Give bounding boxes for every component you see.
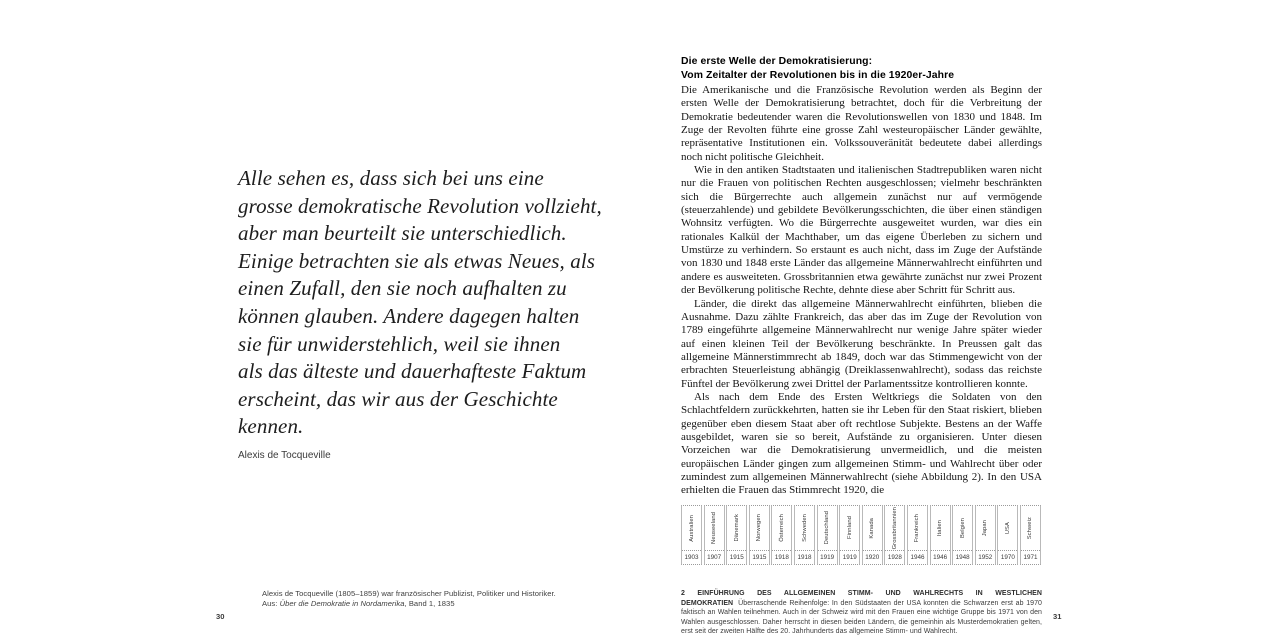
figure-caption bbox=[681, 589, 1042, 637]
country-label: Belgien bbox=[959, 517, 966, 539]
paragraph: Wie in den antiken Stadtstaaten und italienischen Stadtrepubliken waren nicht nur die Frauen von politischen Rechten ausgeschlossen; vielmehr beschränkten sich die Bürgerrechte auch allgemein zunächst nur auf vermögende (steuerzahlende) und gebildete Bevölkerungsschichten, die über einen ständigen Wohnsitz verfügten. Wo die Bürgerrechte ausgeweitet wurden, war dies ein rationales Kalkül der Machthaber, um das eigene Überleben zu sichern und Umstürze zu verhindern. So erstaunt es auch nicht, dass im Zuge der Aufstände von 1830 und 1848 erste Länder das allgemeine Männerwahlrecht einführten und andere es ausweiteten. Grossbritannien etwa gewährte zunächst nur zwei Prozent der Bevölkerung politische Rechte, dehnte diese aber Schritt für Schritt aus. bbox=[681, 164, 1042, 297]
paragraph: Die Amerikanische und die Französische Revolution werden als Beginn der ersten Welle der Demokratisierung betrachtet, doch für die Verbreitung der Demokratie bedeutender waren die Revolutionswellen von 1830 und 1848. Im Zuge der Revolten führte eine grosse Zahl westeuropäischer Länder gewählte, repräsentative Institutionen ein. Volkssouveränität bedeutete dabei allerdings noch nicht politische Gleichheit. bbox=[681, 84, 1042, 163]
country-label: Grossbritannien bbox=[891, 506, 898, 550]
country-cell bbox=[953, 506, 972, 551]
table-column bbox=[704, 505, 725, 565]
country-cell bbox=[998, 506, 1017, 551]
year-label: 1915 bbox=[729, 554, 744, 561]
country-label: Finnland bbox=[846, 516, 853, 540]
table-column bbox=[1020, 505, 1041, 565]
country-cell bbox=[1021, 506, 1040, 551]
year-label: 1920 bbox=[865, 554, 880, 561]
country-cell bbox=[795, 506, 814, 551]
suffrage-table bbox=[681, 505, 1041, 565]
country-label: Schweden bbox=[801, 514, 808, 542]
body-text-column bbox=[681, 84, 1042, 498]
country-cell bbox=[727, 506, 746, 551]
country-label: Italien bbox=[937, 519, 944, 537]
paragraph: Als nach dem Ende des Ersten Weltkriegs die Soldaten von den Schlachtfeldern zurückkehrten, hatten sie ihr Leben für den Staat riskiert, blieben gegenüber eben diesem Staat aber oft rechtlose Subjekte. Bestens an der Waffe ausgebildet, waren sie so bereit, Aufstände zu organisieren. Unter diesen Vorzeichen war die Demokratisierung unvermeidlich, und die meisten europäischen Länder gingen zum allgemeinen Stimm- und Wahlrecht über oder zumindest zum allgemeinen Männerwahlrecht (siehe Abbildung 2). In den USA erhielten die Frauen das Stimmrecht 1920, die bbox=[681, 390, 1042, 497]
footnote-line-2: Aus: Über die Demokratie in Nordamerika, Band 1, 1835 bbox=[262, 598, 455, 608]
country-cell bbox=[908, 506, 927, 551]
year-label: 1903 bbox=[684, 554, 699, 561]
pull-quote bbox=[238, 165, 633, 461]
year-label: 1907 bbox=[707, 554, 722, 561]
table-column bbox=[839, 505, 860, 565]
country-cell bbox=[840, 506, 859, 551]
table-column bbox=[817, 505, 838, 565]
figure-2 bbox=[681, 505, 1042, 636]
table-column bbox=[975, 505, 996, 565]
year-label: 1915 bbox=[752, 554, 767, 561]
table-column bbox=[681, 505, 702, 565]
quote-line: einen Zufall, den sie noch aufhalten zu bbox=[238, 276, 567, 301]
year-label: 1918 bbox=[797, 554, 812, 561]
country-cell bbox=[976, 506, 995, 551]
country-cell bbox=[750, 506, 769, 551]
table-column bbox=[771, 505, 792, 565]
year-label: 1948 bbox=[955, 554, 970, 561]
year-label: 1946 bbox=[910, 554, 925, 561]
year-label: 1970 bbox=[1000, 554, 1015, 561]
table-column bbox=[794, 505, 815, 565]
year-label: 1928 bbox=[887, 554, 902, 561]
heading-line-2: Vom Zeitalter der Revolutionen bis in die 1920er-Jahre bbox=[681, 69, 955, 81]
table-column bbox=[997, 505, 1018, 565]
heading-line-1: Die erste Welle der Demokratisierung: bbox=[681, 56, 873, 67]
year-label: 1946 bbox=[933, 554, 948, 561]
table-column bbox=[907, 505, 928, 565]
country-label: Kanada bbox=[869, 517, 876, 539]
quote-line: kennen. bbox=[238, 414, 304, 439]
table-column bbox=[749, 505, 770, 565]
country-label: Neuseeland bbox=[711, 512, 718, 544]
page-number-left: 30 bbox=[216, 612, 225, 621]
country-cell bbox=[682, 506, 701, 551]
quote-line: Einige betrachten sie als etwas Neues, als bbox=[238, 248, 596, 273]
figure-caption-text: Überraschende Reihenfolge: In den Südstaaten der USA konnten die Schwarzen erst ab 1970 faktisch an Wahlen teilnehmen. Auch in der Schweiz wird mit den Frauen eine wichtige Gruppe bis 1971 von den Wahlen ausgeschlossen. Daher herrscht in diesen beiden Ländern, die gemeinhin als Musterdemokratien gelten, erst seit der zweiten Hälfte des 20. Jahrhunderts das allgemeine Stimm- und Wahlrecht. bbox=[681, 599, 1042, 636]
quote-line: Alle sehen es, dass sich bei uns eine bbox=[238, 166, 544, 190]
table-column bbox=[930, 505, 951, 565]
quote-attribution: Alexis de Tocqueville bbox=[238, 449, 331, 461]
country-cell bbox=[705, 506, 724, 551]
country-cell bbox=[863, 506, 882, 551]
country-cell bbox=[885, 506, 904, 551]
section-heading bbox=[681, 55, 1042, 82]
country-label: Japan bbox=[982, 519, 989, 537]
year-label: 1919 bbox=[820, 554, 835, 561]
quote-line: aber man beurteilt sie unterschiedlich. bbox=[238, 221, 567, 246]
country-label: Österreich bbox=[778, 514, 785, 542]
table-column bbox=[884, 505, 905, 565]
country-cell bbox=[818, 506, 837, 551]
country-label: Australien bbox=[688, 514, 695, 542]
country-label: Frankreich bbox=[914, 513, 921, 543]
country-cell bbox=[772, 506, 791, 551]
quote-line: grosse demokratische Revolution vollzieht, bbox=[238, 193, 602, 218]
country-cell bbox=[931, 506, 950, 551]
quote-line: sie für unwiderstehlich, weil sie ihnen bbox=[238, 331, 561, 356]
page-number-right: 31 bbox=[1053, 612, 1062, 621]
quote-line: können glauben. Andere dagegen halten bbox=[238, 303, 580, 328]
footnote-line-1: Alexis de Tocqueville (1805–1859) war französischer Publizist, Politiker und Historiker. bbox=[262, 589, 556, 598]
quote-line: als das älteste und dauerhafteste Faktum bbox=[238, 359, 587, 384]
table-column bbox=[862, 505, 883, 565]
country-label: Schweiz bbox=[1027, 516, 1034, 540]
year-label: 1918 bbox=[774, 554, 789, 561]
book-title: Über die Demokratie in Nordamerika bbox=[279, 598, 405, 608]
country-label: Deutschland bbox=[824, 511, 831, 545]
figure-caption-title: 2 EINFÜHRUNG DES ALLGEMEINEN STIMM- UND WAHLRECHTS IN WESTLICHEN DEMOKRATIEN bbox=[681, 590, 1042, 607]
country-label: USA bbox=[1004, 521, 1011, 535]
quote-footnote bbox=[262, 589, 556, 608]
country-label: Dänemark bbox=[733, 514, 740, 542]
quote-line: erscheint, das wir aus der Geschichte bbox=[238, 386, 558, 411]
year-label: 1971 bbox=[1023, 554, 1038, 561]
table-column bbox=[726, 505, 747, 565]
country-label: Norwegen bbox=[756, 514, 763, 542]
paragraph: Länder, die direkt das allgemeine Männerwahlrecht einführten, blieben die Ausnahme. Dazu zählte Frankreich, das aber das im Zuge der Revolution von 1789 eingeführte allgemeine Männerwahlrecht nur wenige Jahre später wieder auf einen kleinen Teil der Bevölkerung beschränkte. In Preussen galt das allgemeine Männerstimmrecht ab 1849, doch war das Stimmengewicht von der erbrachten Steuerleistung abhängig (Dreiklassenwahlrecht), sodass das reichste Fünftel der Bevölkerung zwei Drittel der Parlamentssitze kontrollieren konnte. bbox=[681, 297, 1042, 390]
year-label: 1952 bbox=[978, 554, 993, 561]
year-label: 1919 bbox=[842, 554, 857, 561]
table-column bbox=[952, 505, 973, 565]
